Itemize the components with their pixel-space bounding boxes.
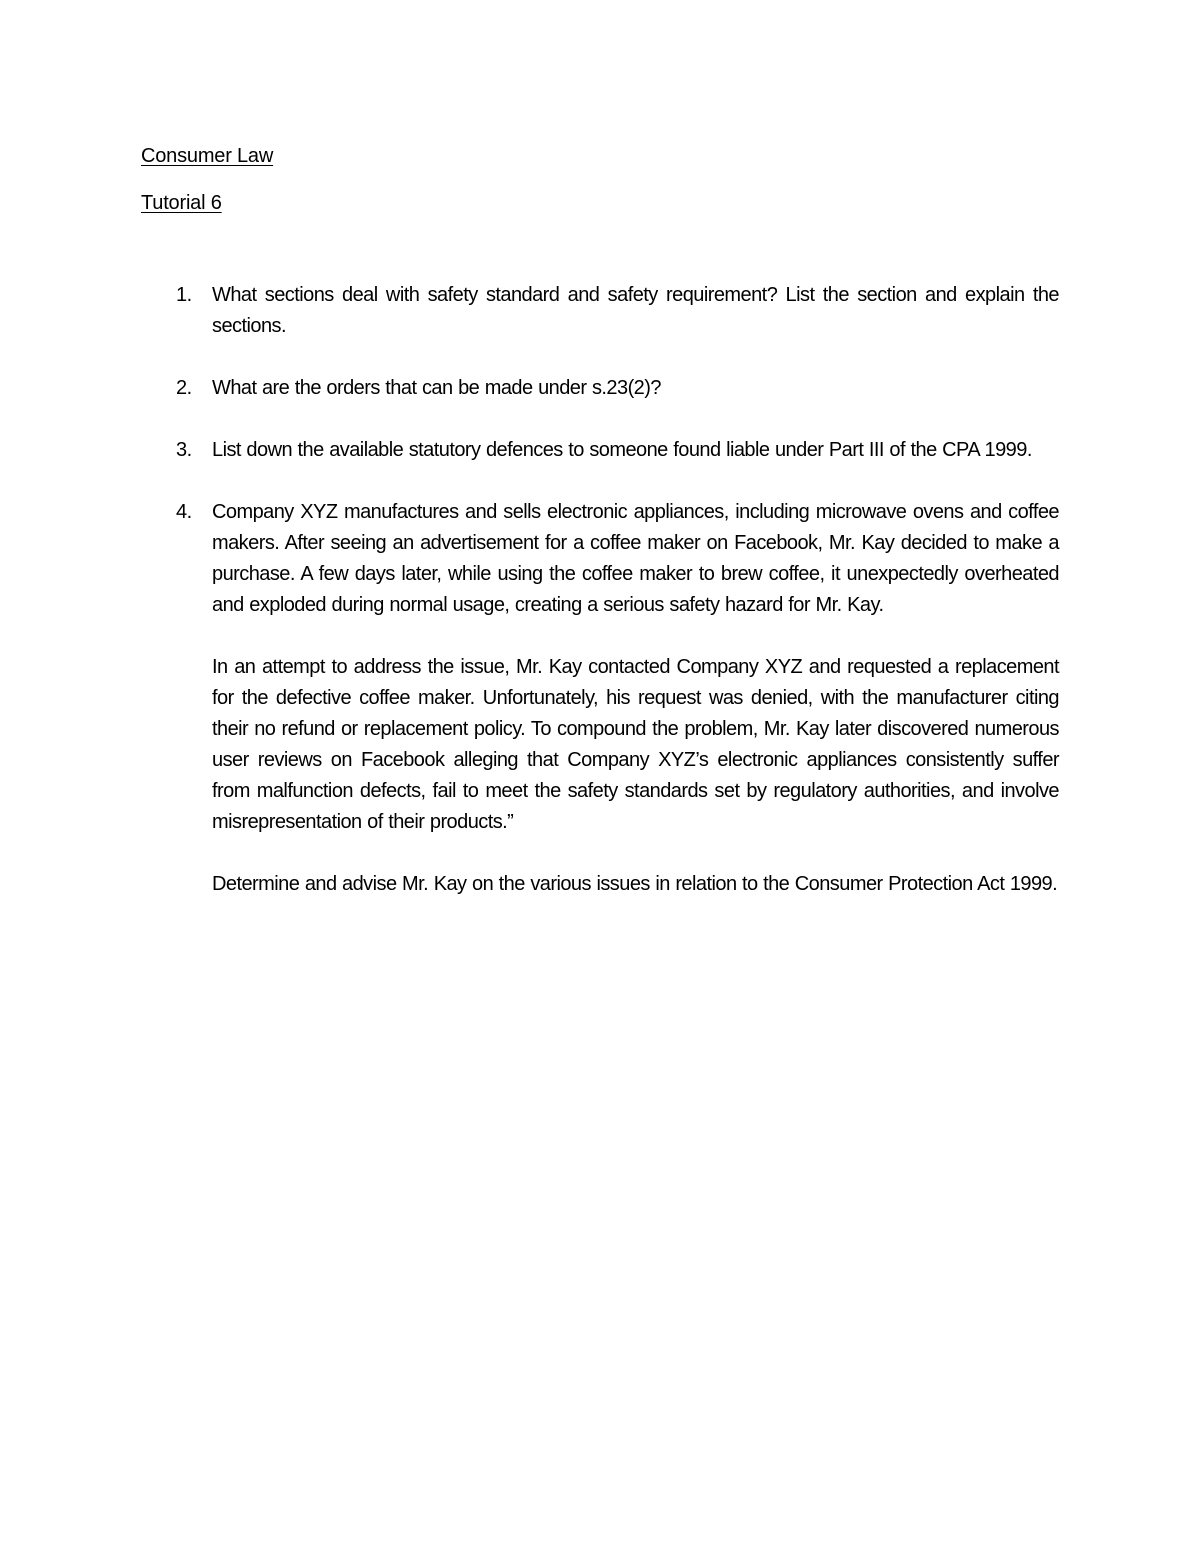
question-number: 2. (176, 377, 192, 399)
question-scenario-paragraph: In an attempt to address the issue, Mr. Kay contacted Company XYZ and requested a replacement for the defective coffee maker. Unfortunately, his request was denied, with the manufacturer citing their no refund or replacement policy. To compound the problem, Mr. Kay later discovered numerous user reviews on Facebook alleging that Company XYZ’s electronic appliances consistently suffer from malfunction defects, fail to meet the safety standards set by regulatory authorities, and involve misrepresentation of their products.” (212, 656, 1059, 833)
question-number: 3. (176, 439, 192, 461)
question-text: List down the available statutory defences to someone found liable under Part III of the CPA 1999. (212, 439, 1032, 461)
tutorial-title: Tutorial 6 (141, 192, 222, 214)
question-number: 1. (176, 284, 192, 306)
question-item (141, 373, 1059, 404)
question-task-paragraph: Determine and advise Mr. Kay on the various issues in relation to the Consumer Protection Act 1999. (212, 873, 1058, 895)
question-number: 4. (176, 501, 192, 523)
question-item (141, 280, 1059, 342)
question-list (141, 280, 1059, 931)
question-text: What sections deal with safety standard and safety requirement? List the section and explain the sections. (212, 284, 1059, 337)
question-scenario-paragraph: Company XYZ manufactures and sells electronic appliances, including microwave ovens and coffee makers. After seeing an advertisement for a coffee maker on Facebook, Mr. Kay decided to make a purchase. A few days later, while using the coffee maker to brew coffee, it unexpectedly overheated and exploded during normal usage, creating a serious safety hazard for Mr. Kay. (212, 501, 1059, 616)
question-item (141, 497, 1059, 900)
question-text: What are the orders that can be made under s.23(2)? (212, 377, 661, 399)
question-item (141, 435, 1059, 466)
course-title: Consumer Law (141, 145, 274, 167)
